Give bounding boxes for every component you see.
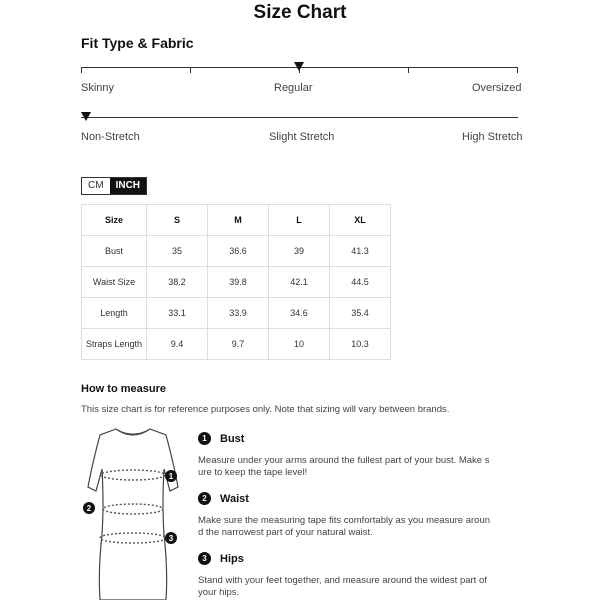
svg-text:2: 2: [86, 504, 92, 513]
table-row: [82, 236, 391, 267]
fit-label-oversized: Oversized: [472, 82, 522, 94]
step-desc-line: your hips.: [198, 587, 240, 598]
measure-step-bust: [198, 432, 490, 479]
step-desc-line: d the narrowest part of your natural waist.: [198, 527, 373, 538]
step-number-badge: 2: [198, 492, 211, 505]
table-header-row: [82, 205, 391, 236]
step-desc-line: Stand with your feet together, and measure around the widest part of: [198, 575, 487, 586]
unit-toggle: [81, 177, 147, 195]
table-cell: 35.4: [330, 298, 391, 329]
table-cell: Bust: [82, 236, 147, 267]
how-to-measure-note: This size chart is for reference purposes only. Note that sizing will vary between brands.: [81, 404, 450, 415]
table-header-cell: L: [269, 205, 330, 236]
table-header-cell: XL: [330, 205, 391, 236]
page-title: Size Chart: [253, 2, 347, 23]
table-cell: 10.3: [330, 329, 391, 360]
dress-illustration: [78, 425, 188, 600]
table-cell: 36.6: [208, 236, 269, 267]
fit-label-skinny: Skinny: [81, 82, 115, 94]
stretch-scale-line: [81, 117, 518, 118]
measure-step-hips: [198, 552, 490, 599]
measure-step-waist: [198, 492, 490, 539]
fit-scale-tick: [517, 67, 518, 73]
table-cell: 41.3: [330, 236, 391, 267]
step-desc-line: Make sure the measuring tape fits comfortably as you measure aroun: [198, 515, 491, 526]
unit-inch-button[interactable]: INCH: [110, 178, 146, 194]
table-cell: 38.2: [147, 267, 208, 298]
table-cell: 34.6: [269, 298, 330, 329]
table-header-cell: Size: [82, 205, 147, 236]
table-row: [82, 298, 391, 329]
stretch-label-slight: Slight Stretch: [269, 131, 335, 143]
table-cell: Waist Size: [82, 267, 147, 298]
fit-type-scale: [81, 62, 518, 74]
step-number-badge: 1: [198, 432, 211, 445]
how-to-measure-title: How to measure: [81, 383, 166, 395]
table-cell: 10: [269, 329, 330, 360]
stretch-selected-marker: [81, 112, 91, 121]
table-header-cell: S: [147, 205, 208, 236]
fit-scale-tick: [81, 67, 82, 73]
dress-figure-icon: [78, 425, 188, 600]
svg-text:1: 1: [168, 472, 174, 481]
fit-scale-tick: [408, 67, 409, 73]
table-cell: 35: [147, 236, 208, 267]
step-desc-line: Measure under your arms around the fullest part of your bust. Make s: [198, 455, 490, 466]
step-description: [198, 515, 490, 539]
step-description: [198, 575, 490, 599]
stretch-label-high: High Stretch: [462, 131, 523, 143]
table-cell: Straps Length: [82, 329, 147, 360]
table-cell: 42.1: [269, 267, 330, 298]
table-cell: 33.9: [208, 298, 269, 329]
stretch-scale: [81, 112, 518, 124]
step-name: Hips: [220, 552, 244, 565]
table-cell: 39: [269, 236, 330, 267]
step-desc-line: ure to keep the tape level!: [198, 467, 308, 478]
svg-text:3: 3: [168, 534, 174, 543]
table-cell: Length: [82, 298, 147, 329]
size-table: [81, 204, 391, 360]
fit-selected-marker: [294, 62, 304, 71]
fit-section-title: Fit Type & Fabric: [81, 35, 194, 51]
table-row: [82, 329, 391, 360]
table-cell: 33.1: [147, 298, 208, 329]
stretch-label-non: Non-Stretch: [81, 131, 140, 143]
fit-scale-tick: [190, 67, 191, 73]
table-cell: 39.8: [208, 267, 269, 298]
step-name: Bust: [220, 432, 245, 445]
table-header-cell: M: [208, 205, 269, 236]
table-cell: 44.5: [330, 267, 391, 298]
unit-cm-button[interactable]: CM: [82, 178, 110, 194]
table-row: [82, 267, 391, 298]
table-cell: 9.7: [208, 329, 269, 360]
table-cell: 9.4: [147, 329, 208, 360]
step-number-badge: 3: [198, 552, 211, 565]
fit-label-regular: Regular: [274, 82, 313, 94]
step-name: Waist: [220, 492, 249, 505]
step-description: [198, 455, 490, 479]
